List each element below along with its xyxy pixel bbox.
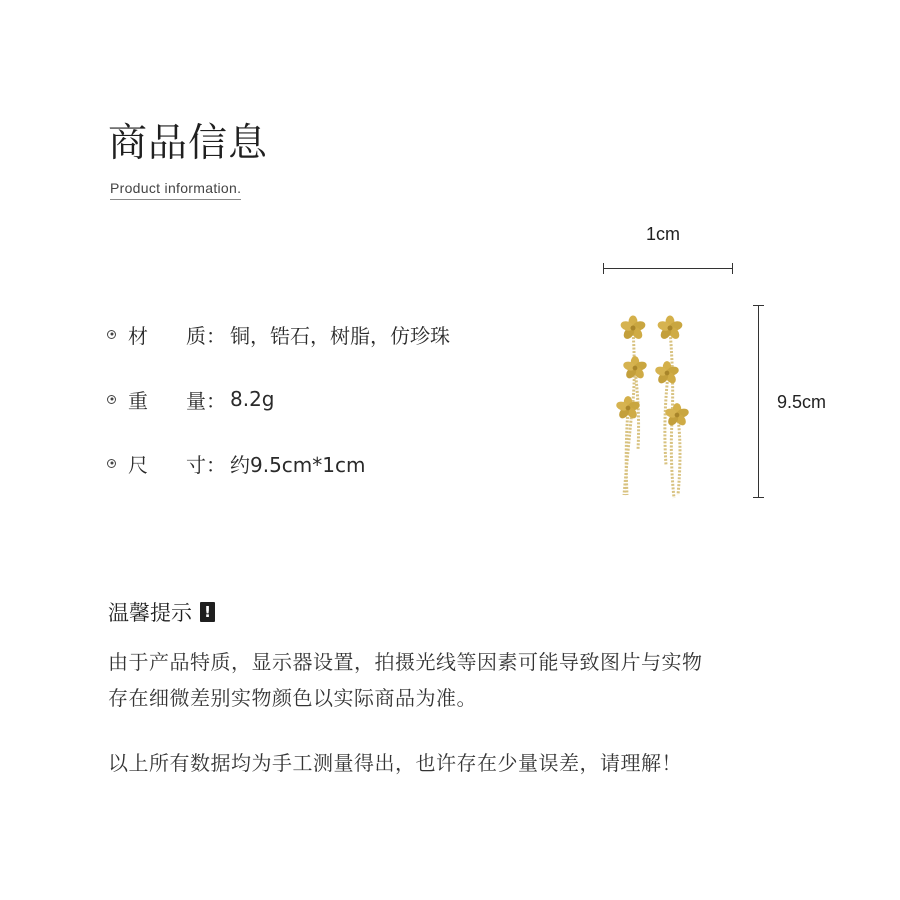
spec-size: [107, 448, 366, 478]
page-subtitle: Product information.: [110, 180, 241, 200]
height-dimension-label: 9.5cm: [777, 392, 827, 412]
width-dimension-label: 1cm: [646, 224, 681, 244]
height-dimension-line: [758, 305, 759, 498]
spec-value: 约9.5cm*1cm: [230, 452, 366, 477]
spec-label: 尺 寸: [128, 452, 206, 477]
spec-label: 重 量: [128, 388, 206, 413]
page-title: 商品信息: [108, 121, 269, 166]
spec-label: 材 质: [128, 323, 206, 348]
spec-value: 8.2g: [230, 387, 275, 411]
bullet-icon: [107, 395, 116, 404]
spec-colon: ：: [206, 323, 226, 348]
spec-material: [107, 319, 450, 349]
width-dimension-line: [603, 268, 733, 269]
spec-weight: [107, 384, 275, 414]
bullet-icon: [107, 330, 116, 339]
notice-line-1: 由于产品特质，显示器设置，拍摄光线等因素可能导致图片与实物: [108, 650, 703, 674]
notice-title: 温馨提示 !: [108, 597, 215, 627]
bullet-icon: [107, 459, 116, 468]
exclamation-icon: !: [200, 602, 215, 622]
notice-line-3: 以上所有数据均为手工测量得出，也许存在少量误差，请理解！: [108, 751, 682, 775]
spec-value: 铜，锆石，树脂，仿珍珠: [230, 323, 450, 348]
notice-line-2: 存在细微差别实物颜色以实际商品为准。: [108, 686, 477, 710]
spec-colon: ：: [206, 388, 226, 413]
spec-colon: ：: [206, 452, 226, 477]
earring-product-image: [600, 300, 710, 510]
